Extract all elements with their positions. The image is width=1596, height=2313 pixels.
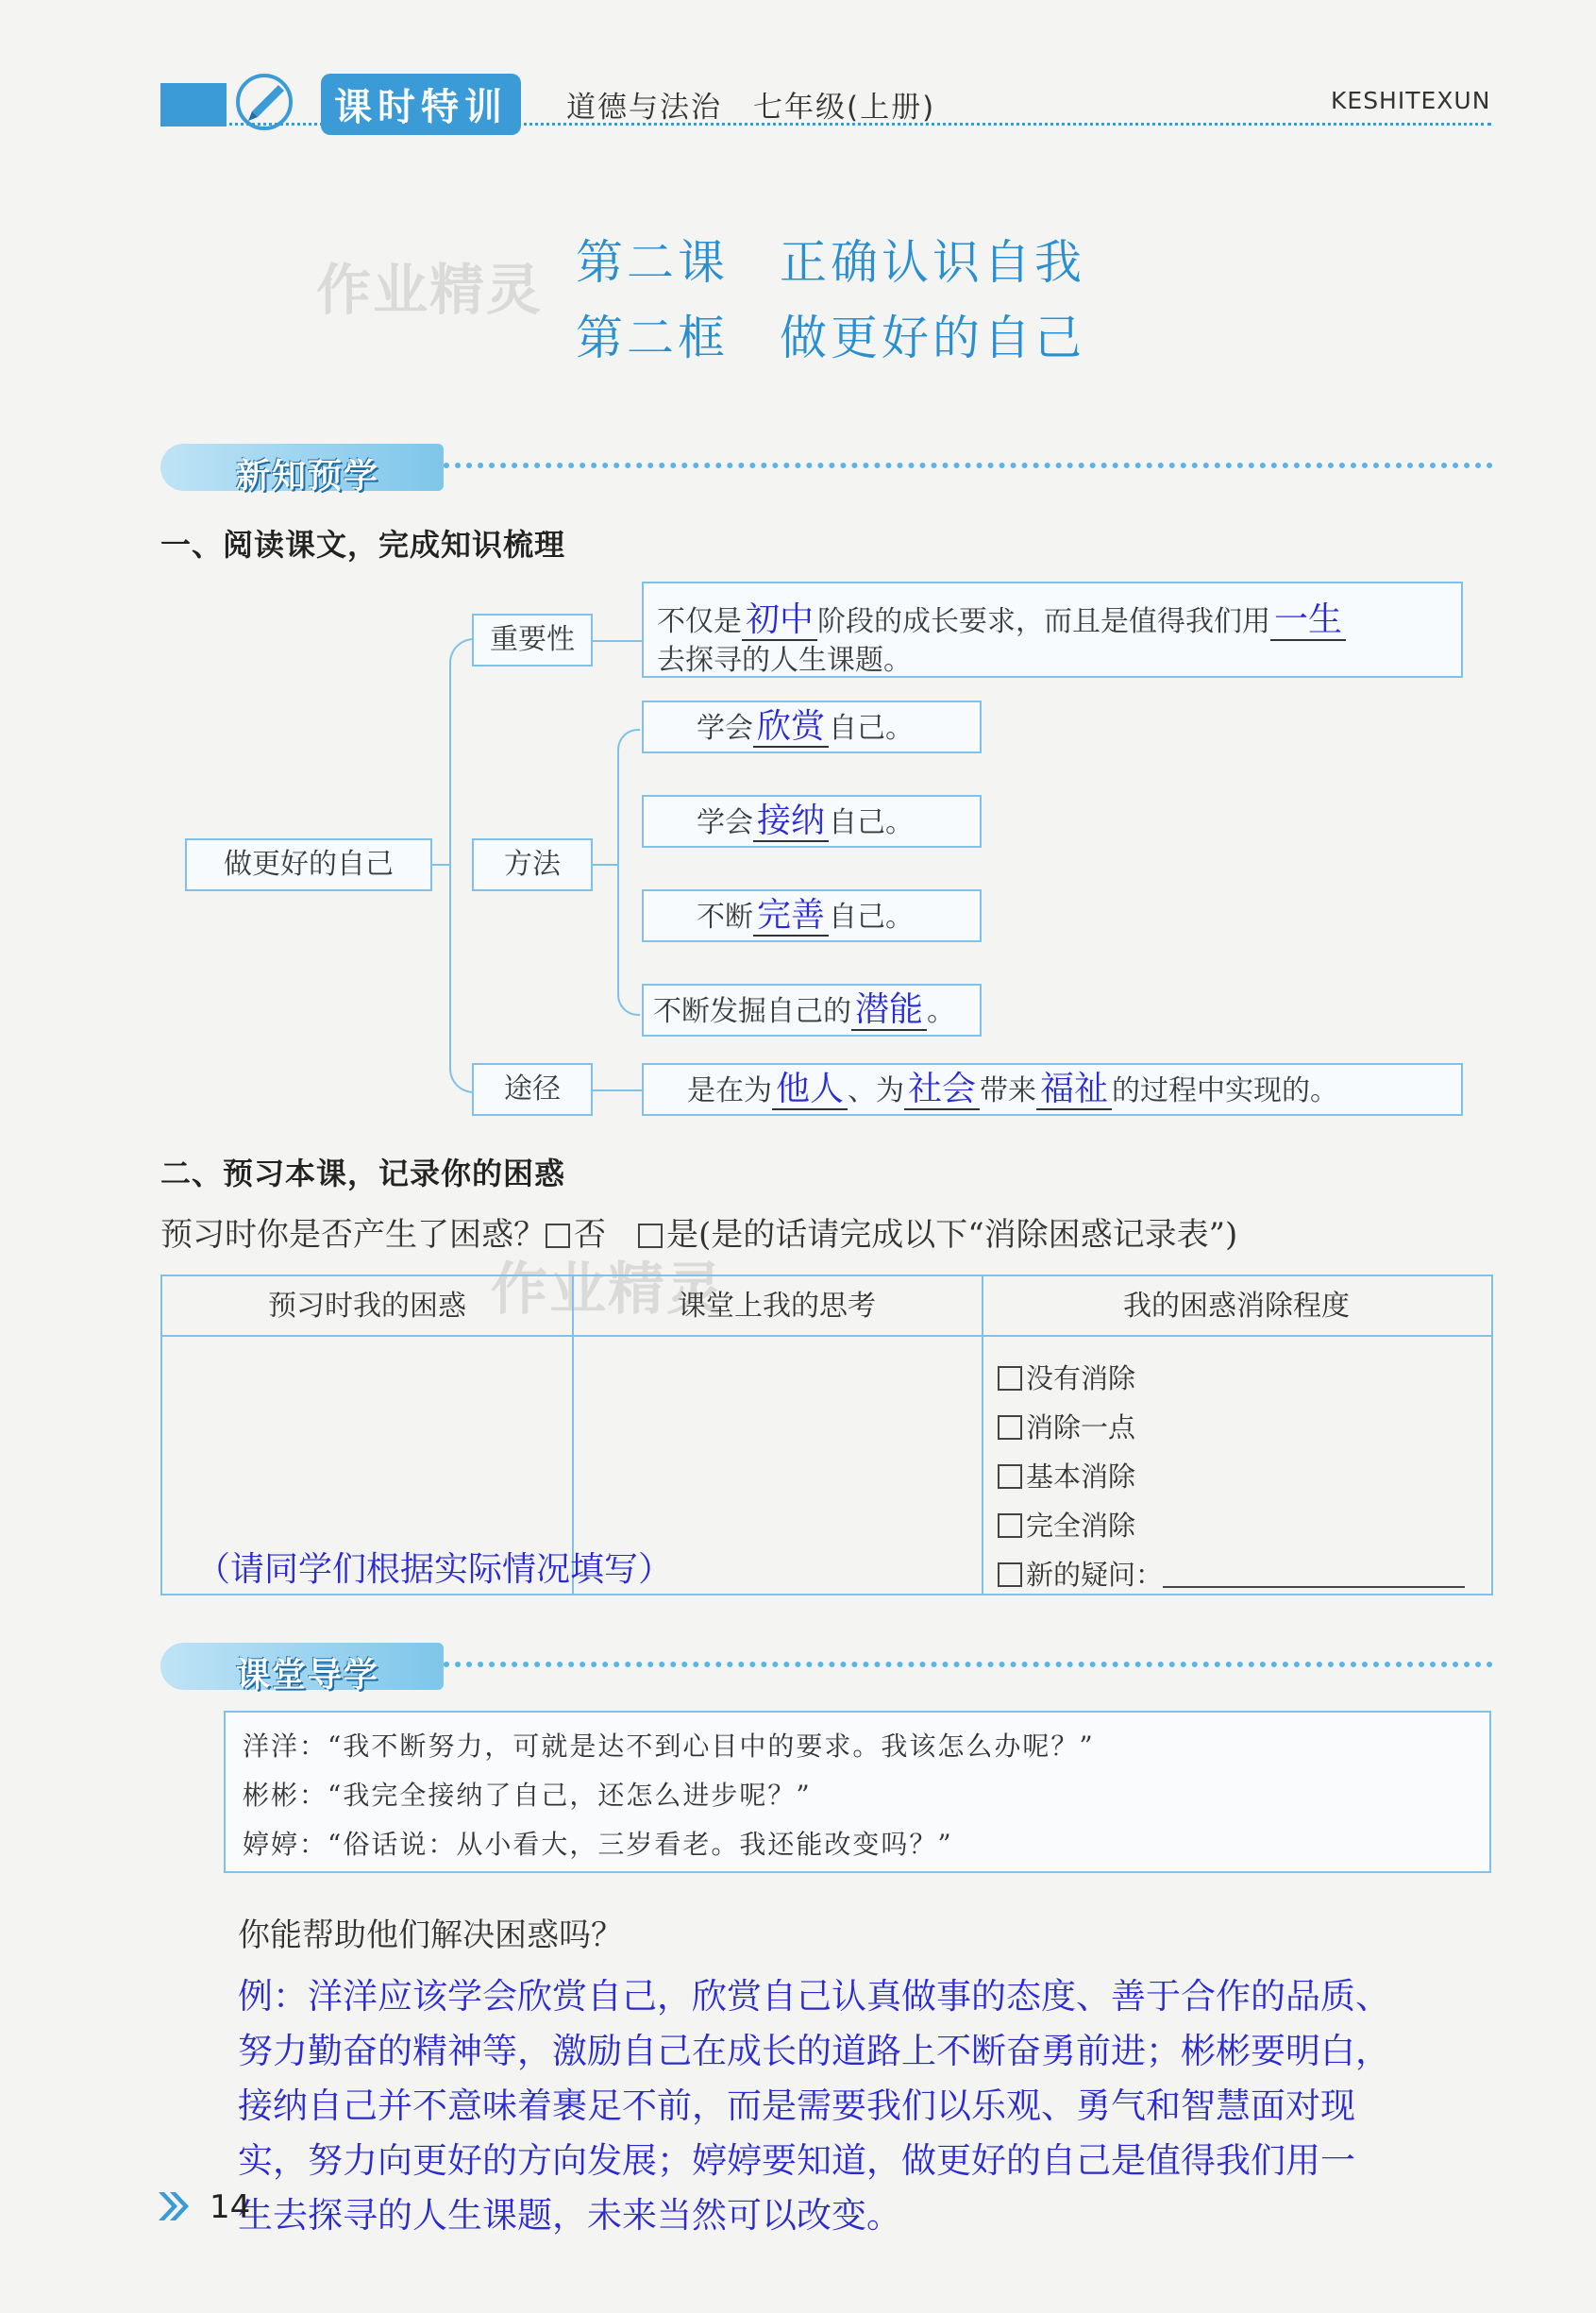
brand-en: KESHITEXUN — [1331, 87, 1491, 114]
section2-heading: 二、预习本课，记录你的困惑 — [160, 1156, 566, 1191]
method-item: 不断 完善 自己。 — [642, 889, 982, 942]
watermark: 作业精灵 — [491, 1257, 725, 1323]
col-header: 我的困惑消除程度 — [982, 1276, 1491, 1337]
col-header: 预习时我的困惑 — [162, 1276, 572, 1337]
brace-method — [617, 729, 640, 1016]
answer-society: 社会 — [904, 1070, 980, 1110]
banner-label: 课堂导学 — [236, 1656, 380, 1695]
option-mostly-resolved[interactable]: 基本消除 — [998, 1456, 1135, 1494]
dialog-line: 婷婷：“俗话说：从小看大，三岁看老。我还能改变吗？” — [243, 1829, 953, 1860]
banner-label: 新知预学 — [236, 457, 380, 496]
label-importance: 重要性 — [472, 614, 593, 667]
label-path: 途径 — [472, 1063, 593, 1116]
help-question: 你能帮助他们解决困惑吗？ — [238, 1916, 623, 1954]
brace-main — [449, 638, 474, 1093]
table-note: （请同学们根据实际情况填写） — [196, 1550, 673, 1589]
answer-appreciate: 欣赏 — [753, 707, 829, 748]
label-method: 方法 — [472, 838, 593, 891]
page-number: 14 — [210, 2188, 251, 2226]
brand-name: 课时特训 — [321, 74, 521, 135]
header-divider — [160, 123, 1491, 126]
confusion-table — [160, 1275, 1493, 1595]
lesson-title: 第二课 正确认识自我 — [576, 235, 1085, 290]
watermark: 作业精灵 — [316, 258, 544, 322]
section1-heading: 一、阅读课文，完成知识梳理 — [160, 527, 566, 563]
option-new-question[interactable]: 新的疑问： — [998, 1554, 1465, 1593]
answer-line: 接纳自己并不意味着裹足不前，而是需要我们以乐观、勇气和智慧面对现 — [238, 2085, 1355, 2126]
confusion-question: 预习时你是否产生了困惑？ 否 是(是的话请完成以下“消除困惑记录表”) — [160, 1216, 1238, 1254]
col-header: 课堂上我的思考 — [572, 1276, 982, 1337]
answer-line: 生去探寻的人生课题，未来当然可以改变。 — [238, 2195, 901, 2236]
banner-preview — [160, 444, 1493, 496]
method-item: 学会 接纳 自己。 — [642, 795, 982, 848]
answer-line: 例：洋洋应该学会欣赏自己，欣赏自己认真做事的态度、善于合作的品质、 — [238, 1976, 1390, 2017]
answer-junior-high: 初中 — [742, 600, 817, 641]
dialog-line: 洋洋：“我不断努力，可就是达不到心目中的要求。我该怎么办呢？” — [243, 1731, 1095, 1762]
answer-potential: 潜能 — [851, 990, 927, 1031]
option-not-resolved[interactable]: 没有消除 — [998, 1358, 1135, 1396]
answer-lifetime: 一生 — [1270, 600, 1346, 641]
option-fully-resolved[interactable]: 完全消除 — [998, 1505, 1135, 1544]
answer-line: 努力勤奋的精神等，激励自己在成长的道路上不断奋勇前进；彬彬要明白， — [238, 2031, 1390, 2071]
answer-others: 他人 — [772, 1070, 848, 1110]
answer-accept: 接纳 — [753, 802, 829, 842]
banner-class — [160, 1643, 1493, 1695]
double-chevron-icon — [157, 2190, 191, 2222]
map-root: 做更好的自己 — [185, 838, 432, 891]
header-bar — [160, 83, 227, 127]
answer-line: 实，努力向更好的方向发展；婷婷要知道，做更好的自己是值得我们用一 — [238, 2140, 1355, 2181]
answer-improve: 完善 — [753, 896, 829, 937]
section-title: 第二框 做更好的自己 — [576, 311, 1085, 365]
method-item: 学会 欣赏 自己。 — [642, 701, 982, 753]
dialog-box — [224, 1711, 1491, 1873]
answer-wellbeing: 福祉 — [1036, 1070, 1112, 1110]
option-slightly-resolved[interactable]: 消除一点 — [998, 1407, 1135, 1445]
importance-box: 不仅是 初中 阶段的成长要求，而且是值得我们用 一生 去探寻的人生课题。 — [642, 582, 1463, 678]
subject-label: 道德与法治 七年级(上册) — [566, 91, 936, 125]
path-box: 是在为 他人 、为 社会 带来 福祉 的过程中实现的。 — [642, 1063, 1463, 1116]
dialog-line: 彬彬：“我完全接纳了自己，还怎么进步呢？” — [243, 1780, 812, 1811]
importance-tail: 去探寻的人生课题。 — [657, 644, 912, 677]
method-item: 不断发掘自己的 潜能 。 — [642, 984, 982, 1037]
